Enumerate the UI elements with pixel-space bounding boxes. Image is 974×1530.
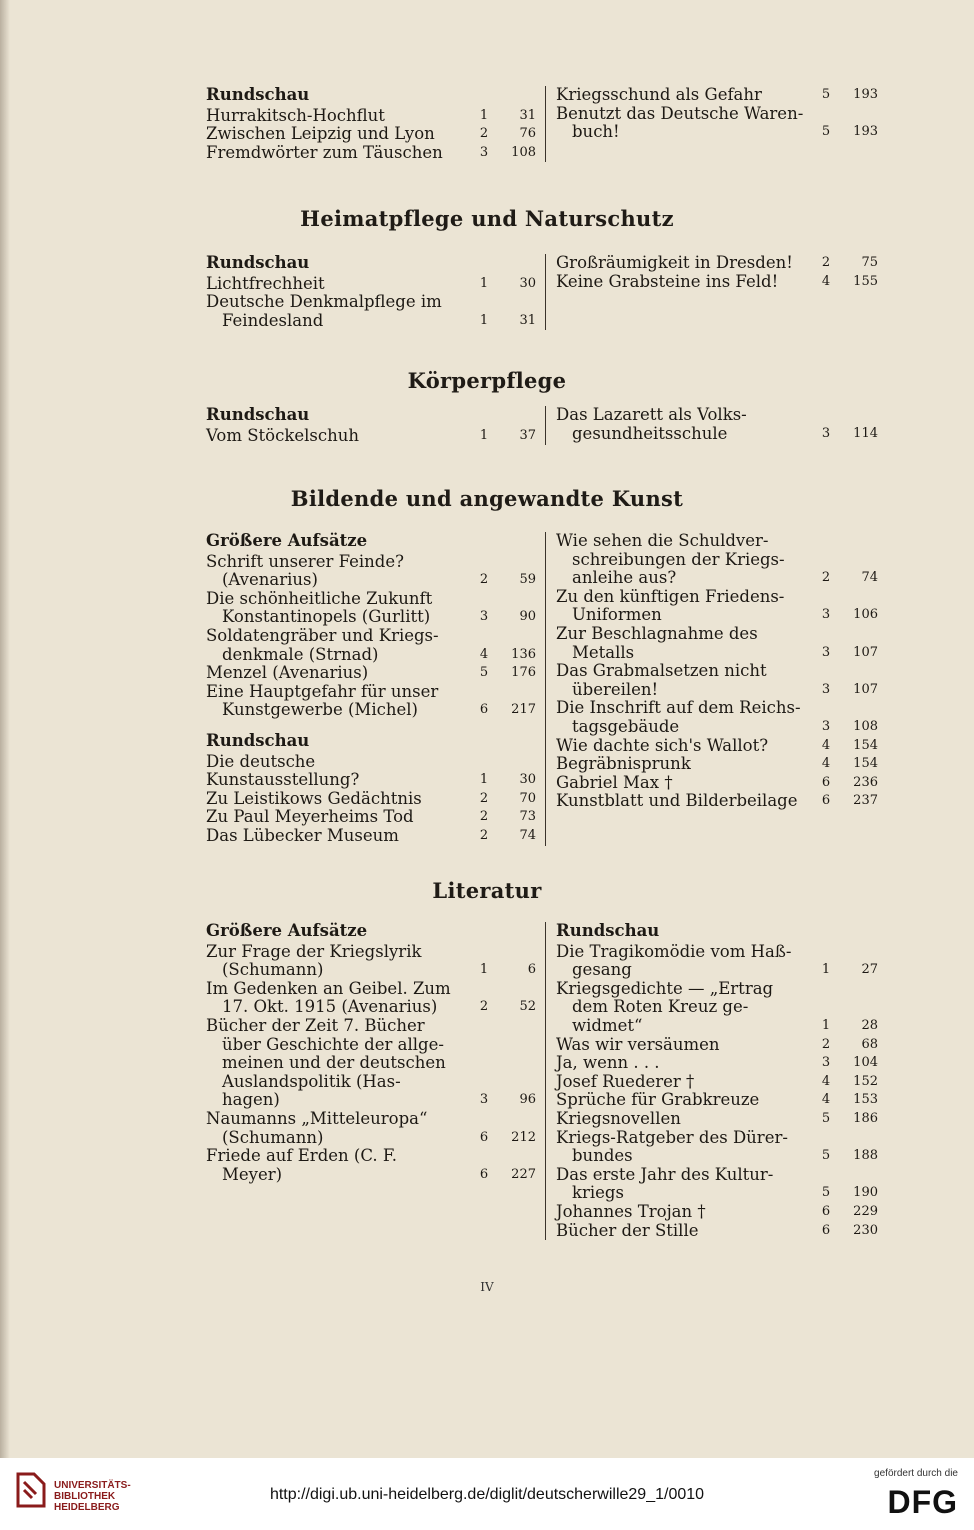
- column-divider: [545, 406, 546, 445]
- page-number: IV: [480, 1280, 494, 1294]
- entry-title-line: Josef Ruederer †: [556, 1071, 695, 1091]
- entry-title-line: Zu Paul Meyerheims Tod: [206, 807, 414, 827]
- entry-title-line: Meyer): [222, 1164, 283, 1184]
- entry-issue: 2: [479, 999, 489, 1015]
- entry-page: 230: [853, 1222, 878, 1238]
- index-entry[interactable]: [206, 427, 536, 446]
- entry-issue: 1: [479, 275, 489, 291]
- left-column: [206, 86, 536, 162]
- entry-issue: 5: [821, 87, 831, 102]
- entry-title-line: anleihe aus?: [572, 568, 677, 588]
- entry-issue: 4: [821, 1073, 831, 1089]
- index-entry[interactable]: [556, 105, 878, 142]
- index-entry[interactable]: [556, 662, 878, 699]
- index-entry[interactable]: [556, 980, 878, 1036]
- entry-issue: 2: [479, 126, 489, 142]
- entry-issue: 3: [479, 1092, 489, 1108]
- entry-title-line: (Avenarius): [222, 570, 318, 590]
- entry-title-line: Hurrakitsch-Hochflut: [206, 105, 385, 125]
- entry-title-line: Feindesland: [222, 310, 324, 330]
- index-entry[interactable]: [556, 1036, 878, 1055]
- entry-issue: 2: [479, 790, 489, 806]
- group-heading: Rundschau: [206, 85, 310, 104]
- entry-page: 217: [511, 702, 536, 718]
- entry-title-line: (Schumann): [222, 1127, 324, 1147]
- index-entry[interactable]: [206, 1110, 536, 1147]
- index-entry[interactable]: [206, 980, 536, 1017]
- entry-issue: 1: [479, 427, 489, 443]
- section-title: Literatur: [432, 878, 542, 903]
- group-heading: Rundschau: [556, 921, 660, 940]
- index-entry[interactable]: [556, 625, 878, 662]
- index-entry[interactable]: [206, 827, 536, 846]
- entry-title-line: schreibungen der Kriegs-: [572, 549, 785, 569]
- entry-page: 28: [861, 1017, 878, 1033]
- entry-page: 59: [519, 572, 536, 588]
- entry-title-line: übereilen!: [572, 679, 659, 699]
- index-entry[interactable]: [556, 1054, 878, 1073]
- entry-page: 108: [853, 718, 878, 734]
- index-entry[interactable]: [206, 1017, 536, 1110]
- entry-issue: 1: [479, 962, 489, 978]
- index-entry[interactable]: [206, 590, 536, 627]
- entry-issue: 3: [821, 425, 831, 441]
- index-entry[interactable]: [556, 1110, 878, 1129]
- entry-title-line: Die Tragikomödie vom Haß-: [556, 941, 792, 961]
- entry-title-line: Fremdwörter zum Täuschen: [206, 142, 443, 162]
- entry-page: 236: [853, 774, 878, 790]
- entry-issue: 2: [479, 827, 489, 843]
- entry-title-line: Benutzt das Deutsche Waren-: [556, 103, 804, 123]
- entry-issue: 1: [821, 1017, 831, 1033]
- index-entry[interactable]: [556, 1091, 878, 1110]
- entry-issue: 3: [479, 609, 489, 625]
- index-entry[interactable]: [556, 406, 878, 443]
- entry-title-line: bundes: [572, 1146, 633, 1166]
- index-entry[interactable]: [206, 293, 536, 330]
- entry-title-line: Zur Frage der Kriegslyrik: [206, 941, 422, 961]
- entry-title-line: Wie dachte sich's Wallot?: [556, 735, 769, 755]
- entry-title-line: Konstantinopels (Gurlitt): [222, 607, 431, 627]
- entry-issue: 3: [821, 1055, 831, 1071]
- entry-page: 227: [511, 1166, 536, 1182]
- section-title: Heimatpflege und Naturschutz: [300, 206, 674, 231]
- entry-page: 229: [853, 1203, 878, 1219]
- index-entry[interactable]: [556, 86, 878, 105]
- entry-issue: 1: [479, 772, 489, 788]
- index-entry[interactable]: [206, 275, 536, 294]
- index-entry[interactable]: [556, 254, 878, 273]
- entry-page: 154: [853, 737, 878, 753]
- document-url[interactable]: http://digi.ub.uni-heidelberg.de/diglit/deutscherwille29_1/0010: [269, 1486, 705, 1503]
- right-column: [556, 254, 878, 291]
- entry-issue: 5: [479, 665, 489, 681]
- index-entry[interactable]: [206, 107, 536, 126]
- entry-issue: 6: [479, 1129, 489, 1145]
- entry-title-line: 17. Okt. 1915 (Avenarius): [222, 997, 438, 1017]
- entry-issue: 1: [479, 312, 489, 328]
- index-entry[interactable]: [556, 1129, 878, 1166]
- entry-issue: 6: [821, 774, 831, 790]
- index-entry[interactable]: [206, 1147, 536, 1184]
- entry-title-line: Großräumigkeit in Dresden!: [556, 253, 793, 272]
- entry-title-line: gesundheitsschule: [572, 423, 728, 443]
- entry-title-line: Die Inschrift auf dem Reichs-: [556, 698, 801, 718]
- entry-title-line: Ja, wenn . . .: [556, 1053, 660, 1073]
- entry-title-line: Zwischen Leipzig und Lyon: [206, 124, 435, 144]
- entry-title-line: Das Lazarett als Volks-: [556, 405, 747, 424]
- index-entry[interactable]: [206, 627, 536, 664]
- entry-issue: 6: [821, 1203, 831, 1219]
- group-heading: Rundschau: [206, 253, 310, 272]
- entry-page: 153: [853, 1092, 878, 1108]
- entry-title-line: Kriegs-Ratgeber des Dürer-: [556, 1127, 788, 1147]
- entry-title-line: Friede auf Erden (C. F.: [206, 1146, 397, 1166]
- entry-title-line: meinen und der deutschen: [222, 1053, 446, 1073]
- group-heading: Größere Aufsätze: [206, 531, 368, 550]
- entry-title-line: Kunstblatt und Bilderbeilage: [556, 791, 798, 811]
- entry-issue: 6: [479, 702, 489, 718]
- right-column: [556, 922, 878, 1240]
- entry-title-line: Was wir versäumen: [556, 1034, 720, 1054]
- entry-title-line: Sprüche für Grabkreuze: [556, 1090, 760, 1110]
- index-entry[interactable]: [206, 664, 536, 683]
- entry-title-line: Naumanns „Mitteleuropa“: [206, 1108, 428, 1128]
- entry-issue: 4: [479, 646, 489, 662]
- index-entry[interactable]: [206, 790, 536, 809]
- entry-page: 154: [853, 756, 878, 772]
- entry-title-line: Kriegsschund als Gefahr: [556, 85, 762, 104]
- dfg-logo[interactable]: DFG: [887, 1484, 958, 1520]
- index-entry[interactable]: [556, 792, 878, 811]
- entry-page: 30: [519, 772, 536, 788]
- entry-page: 27: [861, 962, 878, 978]
- index-entry[interactable]: [206, 553, 536, 590]
- right-column: [556, 86, 878, 142]
- index-entry[interactable]: [556, 273, 878, 292]
- entry-title-line: Zu den künftigen Friedens-: [556, 586, 785, 606]
- entry-issue: 5: [821, 124, 831, 140]
- entry-title-line: Kunstgewerbe (Michel): [222, 700, 418, 720]
- entry-page: 76: [519, 126, 536, 142]
- entry-page: 188: [853, 1148, 878, 1164]
- entry-title-line: gesang: [572, 960, 632, 980]
- entry-title-line: Soldatengräber und Kriegs-: [206, 625, 439, 645]
- entry-issue: 4: [821, 756, 831, 772]
- entry-page: 31: [519, 312, 536, 328]
- entry-title-line: über Geschichte der allge-: [222, 1034, 444, 1054]
- entry-title-line: Schrift unserer Feinde?: [206, 551, 404, 571]
- entry-issue: 2: [479, 809, 489, 825]
- entry-title-line: Uniformen: [572, 605, 662, 625]
- index-entry[interactable]: [556, 1203, 878, 1222]
- entry-page: 30: [519, 275, 536, 291]
- entry-page: 52: [519, 999, 536, 1015]
- entry-title-line: kriegs: [572, 1183, 624, 1203]
- funding-note: gefördert durch die: [874, 1468, 958, 1479]
- section-title: Körperpflege: [407, 368, 567, 393]
- entry-title-line: Menzel (Avenarius): [206, 663, 369, 683]
- entry-title-line: Keine Grabsteine ins Feld!: [556, 271, 779, 291]
- index-entry[interactable]: [556, 774, 878, 793]
- entry-issue: 2: [479, 572, 489, 588]
- entry-title-line: Im Gedenken an Geibel. Zum: [206, 978, 451, 998]
- entry-title-line: Die deutsche Kunstausstellung?: [206, 751, 360, 790]
- entry-issue: 1: [821, 962, 831, 978]
- entry-issue: 6: [821, 793, 831, 809]
- entry-issue: 2: [821, 1036, 831, 1052]
- index-entry[interactable]: [556, 699, 878, 736]
- entry-issue: 3: [821, 644, 831, 660]
- entry-title-line: widmet“: [572, 1015, 643, 1035]
- group-heading: Größere Aufsätze: [206, 921, 368, 940]
- entry-title-line: Wie sehen die Schuldver-: [556, 531, 769, 550]
- entry-page: 68: [861, 1036, 878, 1052]
- right-column: [556, 406, 878, 443]
- entry-page: 31: [519, 107, 536, 123]
- index-entry[interactable]: [556, 737, 878, 756]
- library-name: UNIVERSITÄTS- BIBLIOTHEK HEIDELBERG: [54, 1480, 131, 1513]
- right-column: [556, 532, 878, 811]
- entry-title-line: Das Lübecker Museum: [206, 825, 399, 845]
- entry-title-line: Johannes Trojan †: [556, 1201, 706, 1221]
- left-column: [206, 254, 536, 330]
- entry-title-line: Lichtfrechheit: [206, 273, 325, 293]
- entry-title-line: tagsgebäude: [572, 716, 680, 736]
- entry-title-line: Eine Hauptgefahr für unser: [206, 681, 439, 701]
- index-entry[interactable]: [556, 1073, 878, 1092]
- entry-title-line: Metalls: [572, 642, 635, 662]
- left-column: [206, 922, 536, 1184]
- entry-title-line: Das Grabmalsetzen nicht: [556, 661, 767, 681]
- index-entry[interactable]: [206, 125, 536, 144]
- entry-title-line: denkmale (Strnad): [222, 644, 379, 664]
- entry-page: 107: [853, 681, 878, 697]
- index-entry[interactable]: [556, 532, 878, 588]
- entry-page: 176: [511, 665, 536, 681]
- index-entry[interactable]: [556, 1166, 878, 1203]
- entry-title-line: (Schumann): [222, 960, 324, 980]
- group-heading: Rundschau: [206, 730, 310, 750]
- entry-issue: 3: [821, 607, 831, 623]
- entry-title-line: Vom Stöckelschuh: [206, 425, 359, 445]
- entry-issue: 5: [821, 1110, 831, 1126]
- entry-page: 193: [853, 124, 878, 140]
- entry-issue: 4: [821, 1092, 831, 1108]
- index-entry[interactable]: [206, 753, 536, 790]
- entry-title-line: Kriegsnovellen: [556, 1108, 681, 1128]
- entry-page: 136: [511, 646, 536, 662]
- entry-page: 75: [861, 255, 878, 270]
- entry-title-line: buch!: [572, 122, 620, 142]
- left-column: [206, 532, 536, 846]
- entry-issue: 5: [821, 1148, 831, 1164]
- column-divider: [545, 86, 546, 162]
- index-entry[interactable]: [206, 144, 536, 163]
- entry-page: 73: [519, 809, 536, 825]
- entry-issue: 5: [821, 1185, 831, 1201]
- entry-page: 152: [853, 1073, 878, 1089]
- entry-issue: 3: [821, 718, 831, 734]
- entry-issue: 3: [479, 144, 489, 160]
- viewer-footer: [0, 1458, 974, 1530]
- entry-page: 74: [861, 570, 878, 586]
- group-heading: Rundschau: [206, 405, 310, 424]
- entry-issue: 4: [821, 737, 831, 753]
- entry-page: 104: [853, 1055, 878, 1071]
- index-entry[interactable]: [206, 683, 536, 720]
- entry-page: 186: [853, 1110, 878, 1126]
- entry-title-line: Gabriel Max †: [556, 772, 673, 792]
- entry-page: 90: [519, 609, 536, 625]
- entry-title-line: Begräbnisprunk: [556, 754, 691, 774]
- entry-title-line: dem Roten Kreuz ge-: [572, 997, 749, 1017]
- entry-page: 6: [527, 962, 536, 978]
- index-entry[interactable]: [556, 588, 878, 625]
- entry-issue: 2: [821, 570, 831, 586]
- entry-title-line: Die schönheitliche Zukunft: [206, 588, 433, 608]
- entry-page: 155: [853, 273, 878, 289]
- index-entry[interactable]: [556, 755, 878, 774]
- entry-page: 70: [519, 790, 536, 806]
- entry-issue: 6: [821, 1222, 831, 1238]
- entry-title-line: Das erste Jahr des Kultur-: [556, 1164, 774, 1184]
- entry-page: 190: [853, 1185, 878, 1201]
- entry-issue: 3: [821, 681, 831, 697]
- entry-title-line: Bücher der Zeit 7. Bücher: [206, 1015, 425, 1035]
- entry-page: 106: [853, 607, 878, 623]
- entry-page: 237: [853, 793, 878, 809]
- column-divider: [545, 532, 546, 846]
- entry-issue: 2: [821, 255, 831, 270]
- entry-title-line: Zu Leistikows Gedächtnis: [206, 788, 422, 808]
- entry-page: 96: [519, 1092, 536, 1108]
- entry-title-line: Bücher der Stille: [556, 1220, 699, 1240]
- index-entry[interactable]: [206, 808, 536, 827]
- entry-title-line: Deutsche Denkmalpflege im: [206, 292, 442, 312]
- entry-issue: 1: [479, 107, 489, 123]
- entry-page: 193: [853, 87, 878, 102]
- entry-title-line: Kriegsgedichte — „Ertrag: [556, 978, 774, 998]
- entry-title-line: Zur Beschlagnahme des: [556, 623, 758, 643]
- entry-page: 108: [511, 144, 536, 160]
- entry-issue: 4: [821, 273, 831, 289]
- entry-title-line: hagen): [222, 1090, 280, 1110]
- entry-page: 74: [519, 827, 536, 843]
- entry-page: 114: [853, 425, 878, 441]
- entry-page: 107: [853, 644, 878, 660]
- section-title: Bildende und angewandte Kunst: [290, 486, 684, 511]
- entry-page: 212: [511, 1129, 536, 1145]
- entry-title-line: Auslandspolitik (Has-: [222, 1071, 401, 1091]
- index-entry[interactable]: [556, 1222, 878, 1241]
- column-divider: [545, 254, 546, 330]
- entry-issue: 6: [479, 1166, 489, 1182]
- index-entry[interactable]: [206, 943, 536, 980]
- left-column: [206, 406, 536, 445]
- column-divider: [545, 922, 546, 1240]
- index-entry[interactable]: [556, 943, 878, 980]
- entry-page: 37: [519, 427, 536, 443]
